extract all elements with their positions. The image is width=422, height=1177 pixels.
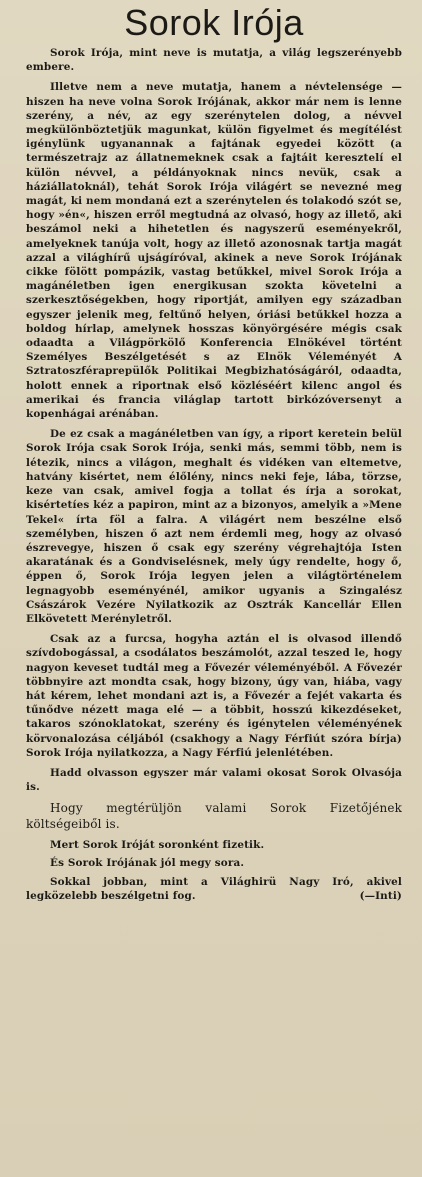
- verse-line-1: Mert Sorok Iróját soronként fizetik.: [50, 839, 265, 852]
- verse-line-2: És Sorok Irójának jól megy sora.: [50, 857, 245, 870]
- paragraph-1: Sorok Irója, mint neve is mutatja, a világ legszerényebb embere.: [26, 47, 402, 74]
- paragraph-4: Csak az a furcsa, hogyha aztán el is olvasod illendő szívdobogással, a csodálatos beszámolót, azzal teszed le, hogy nagyon keveset tudtál meg a Fővezér véleményéből. A Fővezér többnyire azt mondta csak, hogy bizony, úgy van, hiába, vagy hát kérem, lehet mondani azt is, a Fővezér a fejét vakarta és tűnődve nézett maga elé — a többit, hosszú kikezdéseket, takaros szónoklatokat, szerény és igénytelen véleményének körvonalozása céljából (csakhogy a Nagy Férfiút szóra bírja) Sorok Irója nyilatkozza, a Nagy Férfiú jelenlétében.: [26, 633, 402, 759]
- closing-paragraph: Hogy megtérüljön valami Sorok Fizetőjének költségeiből is.: [26, 801, 402, 832]
- paragraph-2: Illetve nem a neve mutatja, hanem a névtelensége — hiszen ha neve volna Sorok Irójának, akkor már nem is lenne szerény, a név, az egy szerénytelen dolog, a névvel megkülönböztetjük magunkat, külön figyelmet és megítélést igénylünk ugyanannak a fajtának egyedei között (a természetrajz az állatnemeknek csak a fajtáit keresztelí el külön névvel, a példányoknak nincs nevük, csak a háziállatoknál), tehát Sorok Irója világért se nevezné meg magát, ki nem mondaná ezt a szerénytelen és tolakodó szót se, hogy »én«, hiszen erről megtudná az olvasó, hogy az illető, aki beszámol neki a hihetetlen és nagyszerű eseményekről, amelyeknek tanúja volt, hogy az illető azonosnak tartja magát azzal a világhírű ujságíróval, akinek a neve Sorok Irójának cikke fölött pompázik, vastag betűkkel, mivel Sorok Irója a magánéletben igen energikusan szokta követelni a szerkesztőségekben, hogy riportját, amilyen egy században egyszer jelenik meg, feltűnő helyen, óriási betűkkel hozza a boldog hírlap, amelynek hosszas könyörgésére mégis csak odaadta a Világpörkölő Konferencia Elnökével történt Személyes Beszélgetését s az Elnök Véleményét A Sztratoszféraprepülők Politikai Megbizhatóságáról, odaadta, holott ennek a riportnak első közléséért kilenc angol és amerikai és francia világlap tartott birkózóversenyt a kopenhágai arénában.: [26, 81, 402, 421]
- article-body: [26, 46, 402, 903]
- final-sentence: Sokkal jobban, mint a Világhirü Nagy Iró, akivel legközelebb beszélgetni fog.: [26, 875, 402, 903]
- paragraph-3: De ez csak a magánéletben van így, a riport keretein belül Sorok Irója csak Sorok Irója, senki más, semmi több, nem is létezik, nincs a világon, meghalt és vidéken van eltemetve, hatvány kisértet, nem élőlény, nincs neki feje, lába, törzse, keze van csak, amivel fogja a tollat és írja a sorokat, kisértetíes kéz a papiron, mint az a bizonyos, amelyik a »Mene Tekel« írta föl a falra. A világért nem beszélne első személyben, hiszen ő azt nem érdemli meg, hogy az olvasó észrevegye, hiszen ő csak egy szerény végrehajtója Isten akaratának és a Gondviselésnek, mely úgy rendelte, hogy ő, éppen ő, Sorok Irója legyen jelen a világtörténelem legnagyobb eseményénél, amikor ugyanis a Szingalész Császárok Vezére Nyilatkozik az Osztrák Kancellár Ellen Elkövetett Merényletről.: [26, 428, 402, 625]
- final-paragraph: [26, 875, 402, 903]
- article-title: Sorok Irója: [124, 2, 304, 43]
- author-signature: (—Inti): [359, 890, 402, 903]
- paragraph-5: Hadd olvasson egyszer már valami okosat Sorok Olvasója is.: [26, 766, 402, 794]
